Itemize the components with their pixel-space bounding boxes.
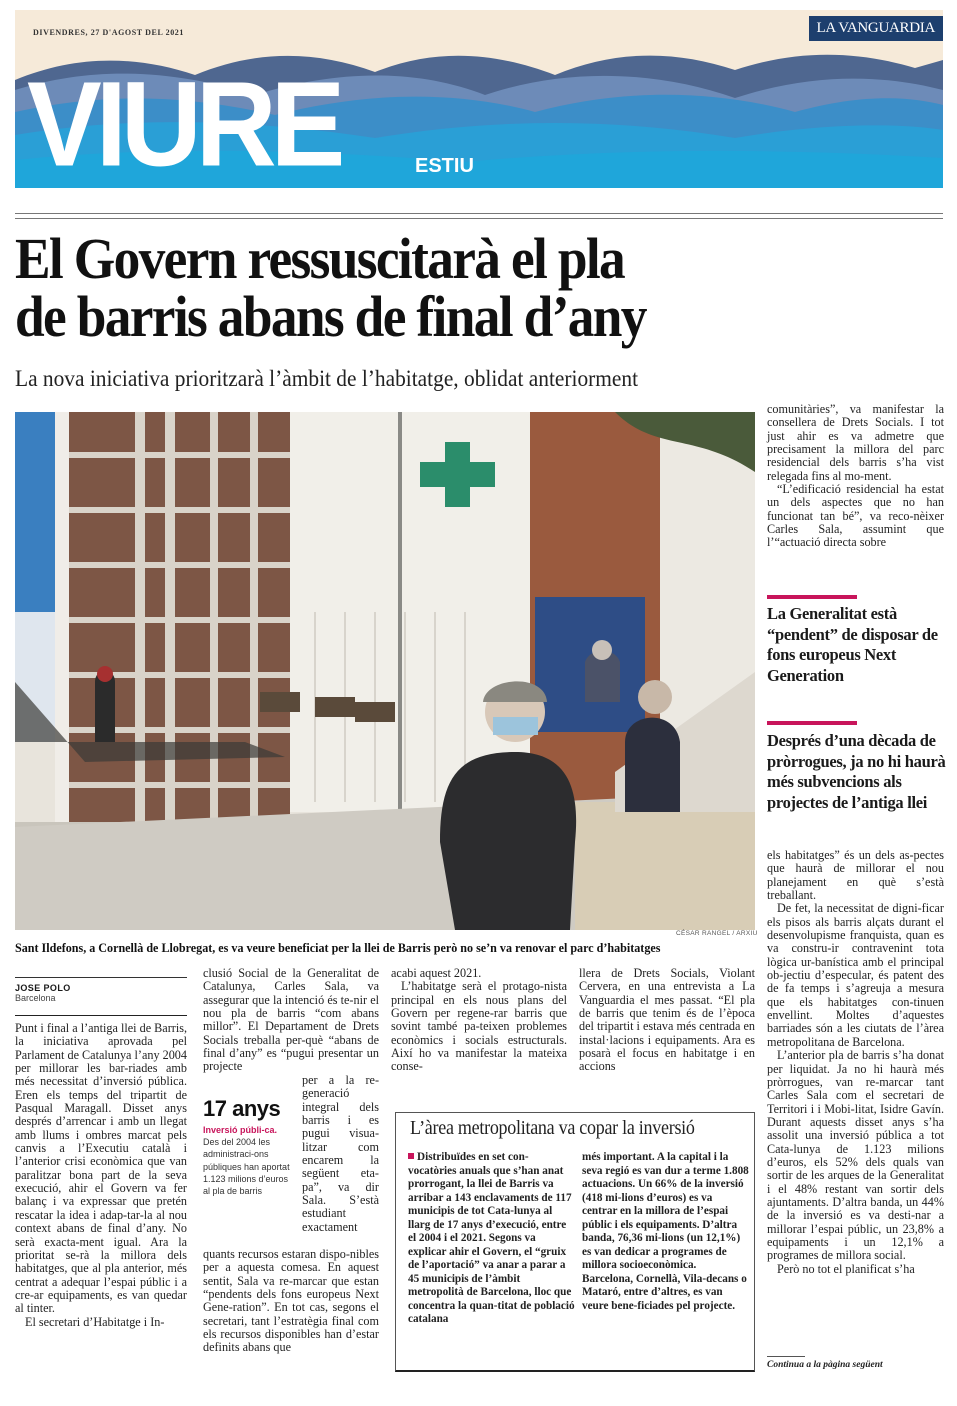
box-column-2 — [582, 1151, 750, 1313]
street-photo-icon — [15, 412, 755, 930]
highlight-text — [203, 1124, 295, 1197]
photo-caption: Sant Ildefons, a Cornellà de Llobregat, es va veure beneficiat per la llei de Barris però no se’n va renovar el parc d’habitatges — [15, 940, 661, 955]
bullet-square-icon — [408, 1153, 414, 1159]
paragraph: clusió Social de la Generalitat de Catalunya, Carles Sala, va assegurar que la intenció és te-nir el nou pla de barris “com abans millor”. El Departament de Drets Socials treballa per-què “abans de final d’any” es “pugui presentar un projecte — [203, 966, 379, 1074]
article-photo[interactable] — [15, 412, 755, 930]
paragraph: De fet, la necessitat de digni-ficar els pisos als barris alçats durant el desenvolupisme franquista, quan es va constru-ir contravenint tota lògica ur-banística amb el principal ob-jectiu d’especular, és patent des de fa temps i s’agreuja a mesura que els habitatges con-tinuen envellint. Moltes d’aquestes barriades són a les ciutats de l’àrea metropolitana de Barcelona. — [767, 901, 944, 1049]
paragraph: El secretari d’Habitatge i In- — [25, 1314, 165, 1329]
header-rule — [15, 213, 943, 219]
paragraph: Punt i final a l’antiga llei de Barris, la iniciativa aprovada pel Parlament de Catalunya l’any 2004 per millorar les bar-riades amb més necessitat d’inversió pública. Eren els temps del tripartit de Pasqual Maragall. Disset anys després d’arrencar i amb un llegat amb llums i ombres marcat pels canvis a l’Executiu català i l’anterior crisi econòmica que van paralitzar bona part de la seva execució, ahir el Govern va fer balanç i va expressar que pretén rescatar la idea i adap-tar-la al nou context abans de final d’any. No serà exacta-ment igual. Ara la prioritat se-rà la millora dels habitatges, que al pla anterior, més centrat a adequar l’espai públic i a cre-ar equipaments, es van quedar al tinter. — [15, 1021, 187, 1316]
pullquote-bar — [767, 595, 857, 599]
subtitle: La nova iniciativa prioritzarà l’àmbit de l’habitatge, oblidat anteriorment — [15, 366, 639, 391]
highlight-number: 17 anys — [203, 1096, 281, 1121]
pullquote-bar — [767, 721, 857, 725]
byline-rule-top — [15, 977, 187, 978]
pullquote-1: La Generalitat està “pendent” de disposar de fons europeus Next Generation — [767, 604, 938, 685]
headline-line-1: El Govern ressuscitarà el pla — [15, 226, 625, 291]
highlight-lead: Inversió públi-ca. — [203, 1125, 278, 1135]
sidebar-box — [395, 1112, 755, 1372]
body-column-3 — [391, 967, 567, 1074]
brand-logo[interactable]: LA VANGUARDIA — [809, 16, 943, 41]
paragraph: L’habitatge serà el protago-nista principal en els nous plans del Govern per regene-rar barris que sovint també pa-teixen problemes econòmics i socials estructurals. Així ho va manifestar la mateixa conse- — [391, 979, 567, 1074]
box-text: més important. A la capital i la seva regió es van dur a terme 1.808 actuacions. Un 66% de la inversió (418 mi-lions d’euros) es va centrar en la millora de l’espai públic i els equipaments. D’altra banda, 76,36 mi-lions (un 12,1%) es van dedicar a programes de millora socioeconòmica. Barcelona, Cornellà, Vila-decans o Mataró, entre d’altres, es van veure bene-ficiades pel projecte. — [582, 1151, 749, 1312]
paragraph: comunitàries”, va manifestar la consellera de Drets Socials. I tot just ahir es va admetre que precisament la millora del parc residencial dels barris s’ha vist relegada fins al mo-ment. — [767, 402, 944, 483]
headline-line-2: de barris abans de final d’any — [15, 284, 646, 349]
body-column-1 — [15, 1022, 187, 1329]
paragraph: quants recursos estaran dispo-nibles per a aquesta comesa. En aquest sentit, Sala va re-marcar que estan “pendents dels fons europeus Next Gene-ration”. En tot cas, segons el secretari, tant l’estratègia final com els recursos disponibles han d’estar definits abans que — [203, 1247, 379, 1355]
paragraph: Però no tot el planificat s’ha — [777, 1262, 915, 1276]
body-column-4 — [579, 967, 755, 1074]
continue-rule — [767, 1356, 805, 1357]
section-title: VIURE — [27, 56, 340, 188]
body-column-5-top — [767, 403, 944, 550]
paragraph: acabi aquest 2021. — [391, 966, 482, 980]
paragraph: “L’edificació residencial ha estat un dels aspectes que no han funcionat tan bé”, va reco-nèixer Carles Sala, assumint que l’“actuació directa sobre — [767, 482, 944, 550]
byline-location: Barcelona — [15, 993, 56, 1003]
box-title: L’àrea metropolitana va copar la inversió — [410, 1117, 695, 1139]
body-column-5-bottom — [767, 849, 944, 1276]
headline — [15, 226, 871, 349]
photo-credit: CÉSAR RANGEL / ARXIU — [676, 930, 758, 937]
pullquote-2: Després d’una dècada de pròrrogues, ja no hi haurà més subvencions als projectes de l’antiga llei — [767, 731, 946, 812]
byline-rule-bottom — [15, 1015, 187, 1016]
highlight-body: Des del 2004 les administraci-ons públiques han aportat 1.123 milions d’euros al pla de barris — [203, 1137, 290, 1197]
box-text: Distribuïdes en set con-vocatòries anuals que s’han anat prorrogant, la llei de Barris va arribar a 143 enclavaments de 117 municipis de tot Cata-lunya al llarg de 17 anys d’execució, entre el 2004 i el 2021. Segons va explicar ahir el Govern, el “gruix de l’aportació” va anar a parar a 45 municipis de l’àmbit metropolità de Barcelona, lloc que concentra la quan-titat de població catalana — [408, 1151, 575, 1325]
paragraph: llera de Drets Socials, Violant Cervera, en una entrevista a La Vanguardia el mes passat. “El pla de barris que tenim és de l’època del tripartit i estava més centrada en instal·lacions i equipaments. Ara es posarà el focus en habitatge i en accions — [579, 966, 755, 1074]
paragraph: L’anterior pla de barris s’ha donat per liquidat. Ja no hi haurà més pròrrogues, van re-marcar tant Carles Sala com el secretari de Territori i i Mobi-litat, Isidre Gavín. Durant aquests disset anys s’ha assolit una inversió pública a tot Cata-lunya de 1.123 milions d’euros, els 52% dels quals van sortir de les arques de la Generalitat i el 48% restant van sortir dels ajuntaments. D’altra banda, un 44% de la inversió es va desti-nar a millorar l’espai públic, un 23,8% a equipaments i un 12,1% a programes de millora social. — [767, 1048, 944, 1263]
issue-date: DIVENDRES, 27 D'AGOST DEL 2021 — [33, 28, 184, 37]
body-column-2-narrow — [302, 1074, 379, 1234]
section-masthead — [15, 10, 943, 188]
body-column-2-bottom — [203, 1248, 379, 1355]
paragraph: per a la re-generació integral dels barris i es pugui visua-litzar com encarem la següent eta-pa”, va dir Sala. S’està estudiant exactament — [302, 1073, 379, 1234]
paragraph: els habitatges” és un dels as-pectes que haurà de millorar el nou planejament en què s’està treballant. — [767, 848, 944, 903]
byline-author[interactable]: JOSE POLO — [15, 983, 71, 993]
continue-link[interactable]: Continua a la pàgina següent — [767, 1360, 883, 1370]
box-column-1 — [408, 1151, 576, 1327]
subsection-title: ESTIU — [415, 155, 474, 177]
body-column-2-top — [203, 967, 379, 1074]
